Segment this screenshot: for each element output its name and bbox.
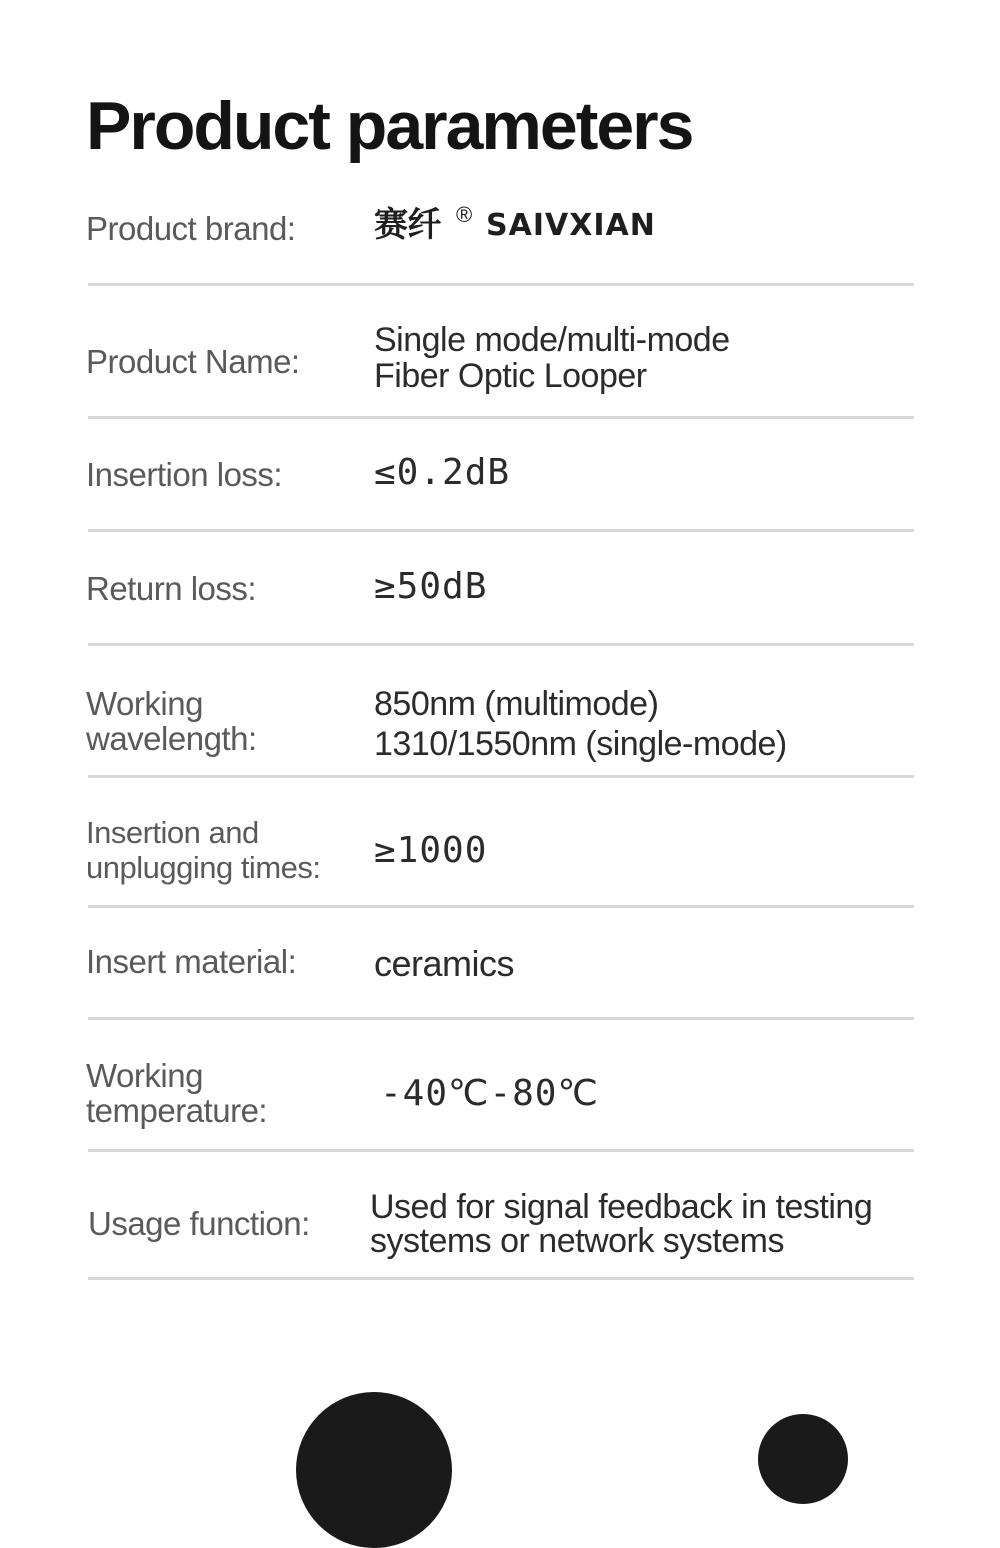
- param-value: [374, 322, 914, 394]
- page-title: Product parameters: [86, 88, 693, 164]
- brand-name-en: SAIVXIAN: [486, 208, 656, 243]
- value-line: 1310/1550nm (single-mode): [374, 725, 787, 763]
- param-row-brand: [86, 202, 914, 255]
- param-label: [86, 686, 366, 756]
- param-value: ≤0.2dB: [374, 452, 511, 493]
- param-row-product-name: [86, 322, 914, 402]
- product-image-partial: [758, 1414, 848, 1504]
- brand-logo: [374, 202, 914, 249]
- product-image-partial: [296, 1392, 452, 1548]
- divider: [88, 775, 914, 778]
- param-label: Insert material:: [86, 943, 297, 980]
- param-label: Return loss:: [86, 570, 257, 607]
- divider: [88, 905, 914, 908]
- param-value: [370, 1190, 910, 1258]
- param-row-insertion-times: [86, 815, 914, 887]
- param-value: ≥50dB: [374, 566, 488, 607]
- label-line: Insertion and: [86, 815, 259, 850]
- value-line: 850nm (multimode): [374, 685, 659, 723]
- label-line: Working: [86, 685, 203, 722]
- label-line: Working: [86, 1057, 203, 1094]
- divider: [88, 1149, 914, 1152]
- divider: [88, 1017, 914, 1020]
- divider: [88, 643, 914, 646]
- param-row-return-loss: [86, 566, 914, 613]
- param-row-insertion-loss: [86, 452, 914, 499]
- param-label: Insertion loss:: [86, 456, 283, 493]
- value-line: Single mode/multi-mode: [374, 321, 730, 359]
- param-row-temperature: [86, 1058, 914, 1130]
- brand-name-cn: 赛纤: [374, 205, 441, 245]
- param-value: -40℃-80℃: [380, 1073, 599, 1114]
- param-value: [374, 684, 914, 764]
- param-row-material: [86, 944, 914, 988]
- value-line: systems or network systems: [370, 1222, 784, 1260]
- registered-mark: ®: [456, 202, 472, 227]
- param-label: [86, 1058, 366, 1128]
- param-row-usage: [86, 1190, 914, 1260]
- divider: [88, 283, 914, 286]
- param-label: Product Name:: [86, 343, 300, 380]
- param-value: ≥1000: [374, 830, 488, 871]
- divider: [88, 416, 914, 419]
- param-label: Usage function:: [88, 1205, 310, 1242]
- divider: [88, 529, 914, 532]
- param-row-wavelength: [86, 684, 914, 764]
- param-label: Product brand:: [86, 210, 296, 247]
- label-line: wavelength:: [86, 720, 257, 757]
- value-line: Fiber Optic Looper: [374, 357, 647, 395]
- label-line: temperature:: [86, 1092, 268, 1129]
- divider: [88, 1277, 914, 1280]
- param-label: [86, 815, 366, 885]
- param-value: ceramics: [374, 943, 515, 984]
- value-line: Used for signal feedback in testing: [370, 1188, 873, 1226]
- label-line: unplugging times:: [86, 850, 321, 885]
